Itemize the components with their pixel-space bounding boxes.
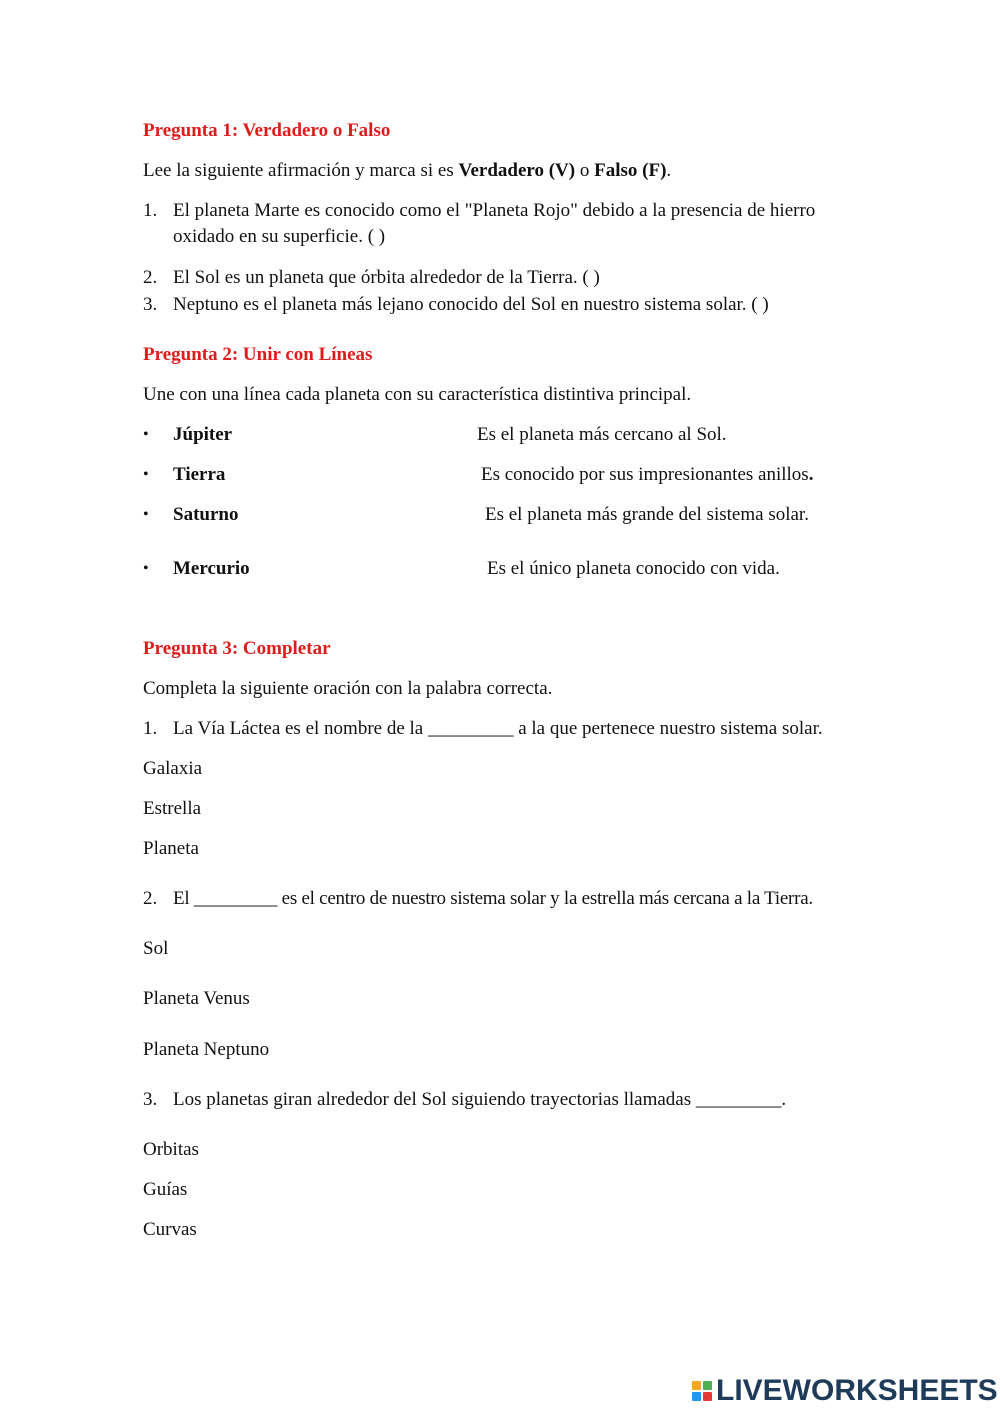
q1-heading: Pregunta 1: Verdadero o Falso (143, 120, 391, 141)
bullet-icon: • (143, 466, 149, 483)
q3-item-1-option-1[interactable]: Galaxia (143, 758, 203, 779)
q1-item-2-text: El Sol es un planeta que órbita alrededor de la Tierra. ( ) (173, 267, 600, 288)
q3-item-3-option-1[interactable]: Orbitas (143, 1139, 199, 1160)
q1-intro: Lee la siguiente afirmación y marca si es Verdadero (V) o Falso (F). (143, 160, 672, 181)
q3-item-3-option-2[interactable]: Guías (143, 1179, 188, 1200)
q3-item-2-option-3[interactable]: Planeta Neptuno (143, 1039, 270, 1060)
q2-heading: Pregunta 2: Unir con Líneas (143, 344, 373, 365)
q3-item-1-number: 1. (143, 718, 158, 739)
q3-item-2-option-2[interactable]: Planeta Venus (143, 988, 250, 1009)
q2-row-4-feature: Es el único planeta conocido con vida. (487, 558, 780, 579)
q2-row-2-planet: Tierra (173, 464, 226, 485)
q2-row-1-feature: Es el planeta más cercano al Sol. (477, 424, 727, 445)
liveworksheets-logo-text: LIVEWORKSHEETS (716, 1374, 998, 1407)
liveworksheets-logo (692, 1374, 998, 1408)
q3-item-3-option-3[interactable]: Curvas (143, 1219, 197, 1240)
q2-row-2-feature: Es conocido por sus impresionantes anillos. (481, 464, 814, 485)
q2-row-3-feature: Es el planeta más grande del sistema solar. (485, 504, 809, 525)
q1-item-3-number: 3. (143, 294, 158, 315)
q2-row-4-planet: Mercurio (173, 558, 250, 579)
q2-row-3-planet: Saturno (173, 504, 239, 525)
q1-item-1-text: El planeta Marte es conocido como el "Planeta Rojo" debido a la presencia de hierro (173, 200, 816, 221)
q2-row-1-planet: Júpiter (173, 424, 233, 445)
q3-item-1-option-3[interactable]: Planeta (143, 838, 199, 859)
q3-item-1-text: La Vía Láctea es el nombre de la _________ a la que pertenece nuestro sistema solar. (173, 718, 823, 739)
q3-item-1-option-2[interactable]: Estrella (143, 798, 202, 819)
q1-item-1 (143, 198, 883, 250)
q3-item-3-number: 3. (143, 1089, 158, 1110)
q3-item-2-text: El _________ es el centro de nuestro sistema solar y la estrella más cercana a la Tierra. (173, 888, 813, 909)
q1-item-1-text-cont: oxidado en su superficie. ( ) (173, 226, 386, 247)
q1-item-2-number: 2. (143, 267, 158, 288)
q3-item-2-option-1[interactable]: Sol (143, 938, 169, 959)
q3-item-2-number: 2. (143, 888, 158, 909)
q3-heading: Pregunta 3: Completar (143, 638, 331, 659)
bullet-icon: • (143, 560, 149, 577)
liveworksheets-logo-icon (692, 1381, 712, 1401)
q3-item-3-text: Los planetas giran alrededor del Sol siguiendo trayectorias llamadas _________. (173, 1089, 787, 1110)
bullet-icon: • (143, 506, 149, 523)
q1-item-3-text: Neptuno es el planeta más lejano conocido del Sol en nuestro sistema solar. ( ) (173, 294, 769, 315)
q2-intro: Une con una línea cada planeta con su característica distintiva principal. (143, 384, 692, 405)
q1-item-1-number: 1. (143, 200, 158, 221)
bullet-icon: • (143, 426, 149, 443)
q3-intro: Completa la siguiente oración con la palabra correcta. (143, 678, 553, 699)
